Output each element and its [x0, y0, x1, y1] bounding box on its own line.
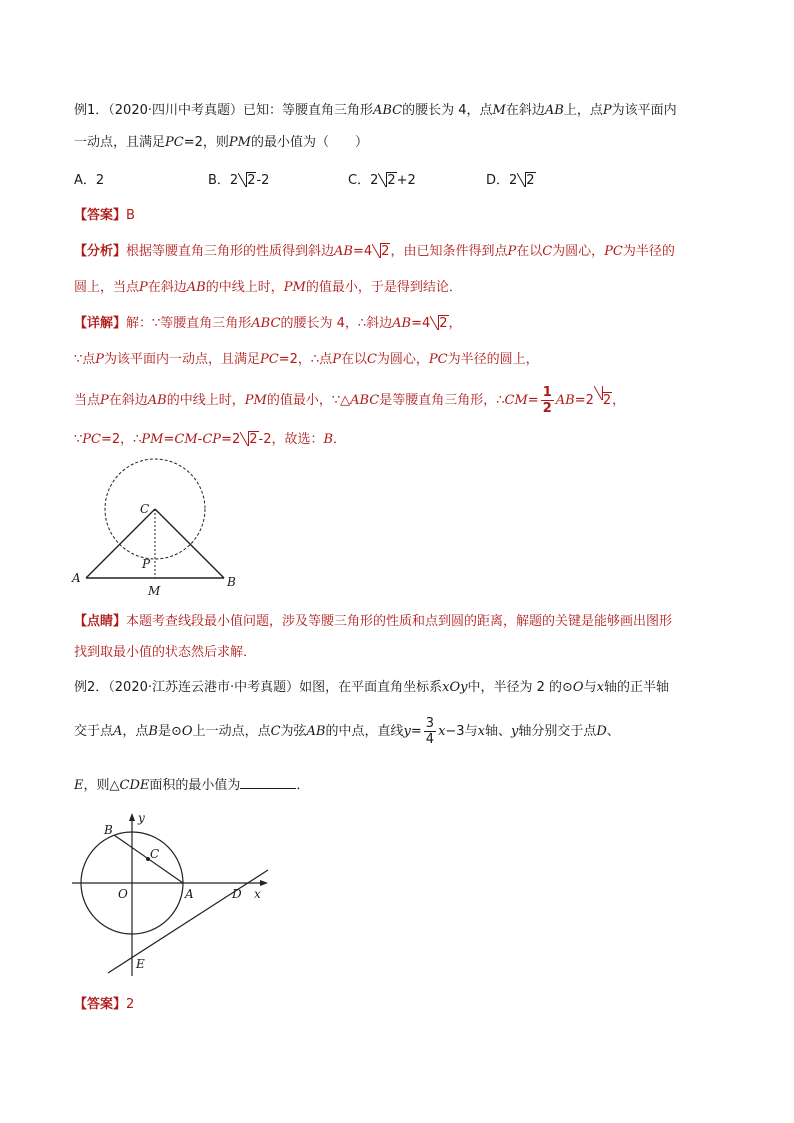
- ex1-detail-line-4: ∵PC=2，∴PM=CM-CP=2 2-2，故选：B．: [74, 430, 346, 450]
- ex2-question-line-3: E，则△CDE面积的最小值为 ．: [74, 778, 310, 793]
- answer-blank: [240, 776, 296, 789]
- side-bc: [155, 509, 224, 578]
- label-c: C: [150, 847, 160, 861]
- ex1-detail-line-3: 当点P在斜边AB的中线上时，PM的值最小，∵△ABC是等腰直角三角形，∴CM= $\frac{1}{2}$ AB=2 2，: [74, 385, 626, 416]
- label-b: B: [227, 575, 236, 589]
- ex2-question-line-2: 交于点A，点B是⊙O上一动点，点C为弦AB的中点，直线y= $\frac{3}{4}$ x−3与x轴、y轴分别交于点D、: [74, 716, 620, 747]
- ex2-answer: 【答案】2: [74, 997, 135, 1012]
- ex1-comment-line-1: 【点睛】本题考查线段最小值问题，涉及等腰三角形的性质和点到圆的距离，解题的关键是能够画出图形: [74, 614, 673, 629]
- label-m: M: [148, 584, 161, 598]
- sqrt-symbol: 2: [517, 171, 535, 191]
- fraction-three-quarters: $\frac{3}{4}$: [425, 716, 435, 747]
- ex1-figure: [66, 458, 246, 600]
- label-y: y: [138, 811, 145, 825]
- ex1-question-line-1: 例1．（2020·四川中考真题）已知：等腰直角三角形ABC的腰长为 4，点M在斜边AB上，点P为该平面内: [74, 103, 677, 118]
- ex1-analysis-line-2: 圆上，当点P在斜边AB的中线上时，PM的值最小，于是得到结论．: [74, 280, 462, 295]
- label-c: C: [140, 502, 150, 516]
- y-axis-arrow-icon: [129, 813, 135, 821]
- sqrt-symbol: 2: [372, 242, 390, 262]
- ex1-analysis-line-1: 【分析】根据等腰直角三角形的性质得到斜边AB=4 2，由已知条件得到点P在以C为圆心，PC为半径的: [74, 242, 675, 262]
- sqrt-symbol: 2: [594, 384, 612, 418]
- sqrt-symbol: 2: [430, 314, 448, 334]
- ex2-figure: [68, 808, 278, 978]
- sqrt-symbol: 2: [240, 430, 258, 450]
- label-e: E: [136, 957, 145, 971]
- ex1-question-line-2: 一动点，且满足PC=2，则PM的最小值为（ ）: [74, 135, 368, 150]
- label-a: A: [72, 571, 81, 585]
- ex2-question-line-1: 例2．（2020·江苏连云港市·中考真题）如图，在平面直角坐标系xOy中，半径为 2 的⊙O与x轴的正半轴: [74, 680, 669, 695]
- option-b: B．2 2-2: [208, 171, 269, 191]
- x-axis-arrow-icon: [260, 880, 268, 886]
- label-p: P: [142, 557, 151, 571]
- label-a: A: [185, 887, 194, 901]
- option-a: A．2: [74, 173, 105, 188]
- sqrt-symbol: 2: [238, 171, 256, 191]
- ex1-detail-line-2: ∵点P为该平面内一动点，且满足PC=2，∴点P在以C为圆心，PC为半径的圆上，: [74, 352, 539, 367]
- label-d: D: [232, 887, 242, 901]
- label-b: B: [104, 823, 113, 837]
- fraction-one-half: $\frac{1}{2}$: [542, 385, 552, 416]
- ex1-detail-line-1: 【详解】解：∵等腰直角三角形ABC的腰长为 4，∴斜边AB=4 2，: [74, 314, 462, 334]
- option-c: C．2 2+2: [348, 171, 416, 191]
- label-x: x: [254, 887, 261, 901]
- label-o: O: [118, 887, 128, 901]
- ex1-answer: 【答案】B: [74, 208, 135, 223]
- option-d: D．2 2: [486, 171, 536, 191]
- sqrt-symbol: 2: [378, 171, 396, 191]
- ex1-comment-line-2: 找到取最小值的状态然后求解．: [74, 645, 257, 660]
